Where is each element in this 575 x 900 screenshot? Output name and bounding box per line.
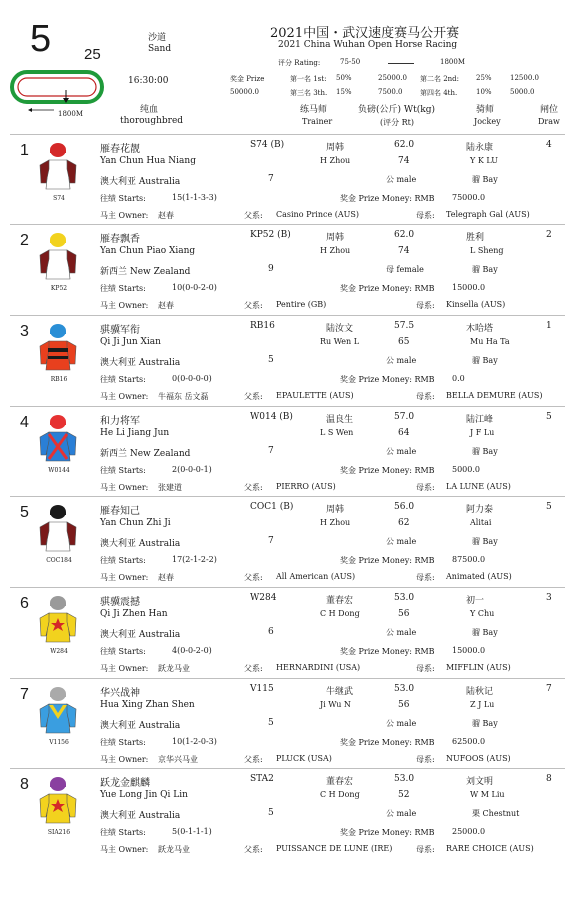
- horse-name-en: He Li Jiang Jun: [100, 428, 170, 438]
- sire-name: EPAULETTE (AUS): [276, 391, 354, 400]
- surface-cn: 沙道: [148, 33, 167, 43]
- dam-name: LA LUNE (AUS): [446, 482, 511, 491]
- horse-owner: 跃龙马业: [158, 845, 190, 854]
- prize-money: 87500.0: [452, 555, 486, 564]
- place-2-pct: 25%: [476, 74, 492, 82]
- col-jockey-en: Jockey: [474, 117, 501, 126]
- place-3-pct: 15%: [336, 88, 352, 96]
- horse-owner: 赵春: [158, 211, 174, 220]
- horse-starts: 0(0-0-0-0): [172, 374, 212, 383]
- prize-money: 25000.0: [452, 827, 486, 836]
- entry-number: 3: [20, 323, 29, 340]
- horse-country: 澳大利亚 Australia: [100, 811, 181, 821]
- draw: 5: [546, 412, 552, 422]
- jockey-en: Y Chu: [470, 609, 495, 618]
- horse-entry: [0, 591, 575, 681]
- horse-entry: [0, 682, 575, 772]
- prize-money-label: 奖金 Prize Money: RMB: [340, 647, 435, 656]
- horse-name-en: Yan Chun Zhi Ji: [100, 518, 171, 528]
- entry-number: 6: [20, 595, 29, 612]
- horse-entry: [0, 500, 575, 590]
- jockey-cn: 陆秋记: [466, 687, 494, 697]
- sire-name: Pentire (GB): [276, 300, 327, 309]
- trainer-en: H Zhou: [320, 156, 351, 165]
- prize-money: 15000.0: [452, 646, 486, 655]
- trainer-en: Ru Wen L: [320, 337, 360, 346]
- track-distance-label: 1800M: [58, 110, 83, 118]
- jockey-silks-icon: [38, 231, 78, 283]
- weight: 53.0: [394, 774, 415, 784]
- jockey-silks-icon: [38, 141, 78, 193]
- horse-code: S74: [53, 195, 65, 202]
- jockey-en: Alitai: [470, 518, 492, 527]
- owner-label: 马主 Owner:: [100, 483, 149, 492]
- horse-country: 新西兰 New Zealand: [100, 267, 191, 277]
- horse-code: RB16: [50, 376, 68, 383]
- horse-code: W0144: [48, 467, 70, 474]
- horse-age: 7: [268, 174, 274, 184]
- horse-owner: 牛福东 岳文磊: [158, 392, 209, 401]
- dam-label: 母系:: [416, 211, 435, 220]
- trainer-cn: 周韩: [326, 233, 345, 243]
- prize-money: 62500.0: [452, 737, 486, 746]
- race-sub-number: 25: [84, 46, 101, 63]
- entry-separator: [10, 224, 565, 225]
- horse-name-en: Yan Chun Piao Xiang: [100, 246, 196, 256]
- sire-name: All American (AUS): [276, 572, 356, 581]
- owner-label: 马主 Owner:: [100, 573, 149, 582]
- trainer-cn: 温良生: [326, 415, 354, 425]
- horse-owner: 张建道: [158, 483, 182, 492]
- jockey-cn: 初一: [466, 596, 485, 606]
- starts-label: 往绩 Starts:: [100, 828, 146, 837]
- race-title-en: 2021 China Wuhan Open Horse Racing: [278, 40, 458, 50]
- place-4-pct: 10%: [476, 88, 492, 96]
- place-1-label: 第一名 1st:: [290, 75, 327, 83]
- dam-label: 母系:: [416, 664, 435, 673]
- place-1-pct: 50%: [336, 74, 352, 82]
- prize-money-label: 奖金 Prize Money: RMB: [340, 375, 435, 384]
- horse-name-en: Hua Xing Zhan Shen: [100, 700, 195, 710]
- prize-total: 50000.0: [230, 88, 259, 96]
- rating: 64: [398, 428, 410, 438]
- jockey-en: Y K LU: [470, 156, 498, 165]
- horse-starts: 10(1-2-0-3): [172, 737, 217, 746]
- horse-owner: 赵春: [158, 301, 174, 310]
- horse-code: SIA216: [47, 829, 71, 836]
- weight: 62.0: [394, 230, 415, 240]
- horse-starts: 10(0-0-2-0): [172, 283, 217, 292]
- horse-sex: 公 male: [386, 537, 417, 546]
- horse-sex: 公 male: [386, 175, 417, 184]
- jockey-silks-icon: [38, 503, 78, 555]
- weight: 53.0: [394, 593, 415, 603]
- horse-owner: 跃龙马业: [158, 664, 190, 673]
- horse-country: 澳大利亚 Australia: [100, 721, 181, 731]
- dam-name: NUFOOS (AUS): [446, 754, 511, 763]
- horse-color: 骝 Bay: [472, 447, 498, 456]
- entry-number: 4: [20, 414, 29, 431]
- dam-name: RARE CHOICE (AUS): [446, 844, 534, 853]
- dam-name: Telegraph Gal (AUS): [446, 210, 530, 219]
- horse-entry: [0, 228, 575, 318]
- horse-owner: 京华兴马业: [158, 755, 198, 764]
- trainer-en: C H Dong: [320, 609, 360, 618]
- rating: 65: [398, 337, 410, 347]
- horse-country: 澳大利亚 Australia: [100, 358, 181, 368]
- trainer-cn: 周韩: [326, 143, 345, 153]
- rating-label: 评分 Rating:: [278, 59, 321, 67]
- horse-entry: [0, 772, 575, 862]
- horse-reg: W284: [250, 593, 277, 603]
- horse-reg: V115: [250, 684, 274, 694]
- dam-label: 母系:: [416, 845, 435, 854]
- weight: 57.0: [394, 412, 415, 422]
- col-weight-cn: 负磅(公斤) Wt(kg): [358, 105, 435, 115]
- starts-label: 往绩 Starts:: [100, 284, 146, 293]
- horse-code: W284: [50, 648, 68, 655]
- rating: 62: [398, 518, 410, 528]
- horse-color: 骝 Bay: [472, 537, 498, 546]
- race-number: 5: [30, 18, 52, 60]
- horse-name-cn: 和力将军: [100, 416, 140, 427]
- place-3-label: 第三名 3th.: [290, 89, 328, 97]
- horse-reg: RB16: [250, 321, 275, 331]
- rating: 74: [398, 156, 410, 166]
- jockey-cn: 木哈塔: [466, 324, 494, 334]
- sire-name: HERNARDINI (USA): [276, 663, 361, 672]
- sire-label: 父系:: [244, 483, 263, 492]
- prize-money-label: 奖金 Prize Money: RMB: [340, 738, 435, 747]
- entry-number: 5: [20, 504, 29, 521]
- prize-money-label: 奖金 Prize Money: RMB: [340, 466, 435, 475]
- place-4-amount: 5000.0: [510, 88, 535, 96]
- starts-label: 往绩 Starts:: [100, 375, 146, 384]
- horse-sex: 公 male: [386, 809, 417, 818]
- surface-en: Sand: [148, 44, 172, 54]
- rating-range: 75-50: [340, 58, 361, 66]
- starts-label: 往绩 Starts:: [100, 738, 146, 747]
- trainer-en: C H Dong: [320, 790, 360, 799]
- jockey-silks-icon: [38, 775, 78, 827]
- draw: 3: [546, 593, 552, 603]
- place-1-amount: 25000.0: [378, 74, 407, 82]
- dam-label: 母系:: [416, 301, 435, 310]
- place-2-label: 第二名 2nd:: [420, 75, 460, 83]
- starts-label: 往绩 Starts:: [100, 647, 146, 656]
- horse-country: 澳大利亚 Australia: [100, 539, 181, 549]
- horse-code: KP52: [50, 285, 68, 292]
- owner-label: 马主 Owner:: [100, 392, 149, 401]
- horse-starts: 15(1-1-3-3): [172, 193, 217, 202]
- horse-name-cn: 雁春知己: [100, 506, 140, 517]
- sire-label: 父系:: [244, 573, 263, 582]
- horse-name-en: Qi Ji Zhen Han: [100, 609, 168, 619]
- sire-label: 父系:: [244, 664, 263, 673]
- sire-name: PUISSANCE DE LUNE (IRE): [276, 844, 393, 853]
- col-draw-en: Draw: [538, 117, 560, 126]
- jockey-en: Mu Ha Ta: [470, 337, 510, 346]
- draw: 2: [546, 230, 552, 240]
- horse-color: 骝 Bay: [472, 265, 498, 274]
- horse-age: 7: [268, 446, 274, 456]
- trainer-en: Ji Wu N: [320, 700, 351, 709]
- horse-reg: KP52 (B): [250, 230, 291, 240]
- prize-label: 奖金 Prize: [230, 75, 265, 83]
- prize-money: 75000.0: [452, 193, 486, 202]
- dam-name: Animated (AUS): [446, 572, 512, 581]
- horse-entry: [0, 410, 575, 500]
- sire-label: 父系:: [244, 211, 263, 220]
- jockey-cn: 陆永康: [466, 143, 494, 153]
- horse-name-en: Yue Long Jin Qi Lin: [100, 790, 188, 800]
- horse-starts: 5(0-1-1-1): [172, 827, 212, 836]
- col-jockey-cn: 骑师: [476, 105, 495, 115]
- prize-money: 15000.0: [452, 283, 486, 292]
- jockey-cn: 胜利: [466, 233, 485, 243]
- place-4-label: 第四名 4th.: [420, 89, 458, 97]
- starts-label: 往绩 Starts:: [100, 466, 146, 475]
- owner-label: 马主 Owner:: [100, 845, 149, 854]
- entry-separator: [10, 678, 565, 679]
- entry-number: 8: [20, 776, 29, 793]
- draw: 5: [546, 502, 552, 512]
- col-weight-en: (评分 Rt): [380, 118, 415, 127]
- horse-name-cn: 骐骥震撼: [100, 597, 140, 608]
- horse-code: V1156: [49, 739, 69, 746]
- entry-separator: [10, 587, 565, 588]
- starts-label: 往绩 Starts:: [100, 194, 146, 203]
- entry-separator: [10, 768, 565, 769]
- horse-reg: W014 (B): [250, 412, 293, 422]
- weight: 57.5: [394, 321, 415, 331]
- dam-label: 母系:: [416, 483, 435, 492]
- owner-label: 马主 Owner:: [100, 211, 149, 220]
- entry-separator: [10, 496, 565, 497]
- sire-label: 父系:: [244, 755, 263, 764]
- horse-age: 6: [268, 627, 274, 637]
- jockey-cn: 阿力泰: [466, 505, 494, 515]
- trainer-cn: 董春宏: [326, 596, 354, 606]
- horse-reg: STA2: [250, 774, 274, 784]
- horse-country: 澳大利亚 Australia: [100, 630, 181, 640]
- sire-name: PIERRO (AUS): [276, 482, 336, 491]
- jockey-silks-icon: [38, 594, 78, 646]
- col-trainer-en: Trainer: [302, 117, 333, 126]
- trainer-en: H Zhou: [320, 518, 351, 527]
- horse-name-cn: 华兴战神: [100, 688, 140, 699]
- horse-code: COC184: [46, 557, 72, 564]
- owner-label: 马主 Owner:: [100, 301, 149, 310]
- jockey-silks-icon: [38, 413, 78, 465]
- horse-starts: 4(0-0-2-0): [172, 646, 212, 655]
- horse-color: 骝 Bay: [472, 628, 498, 637]
- horse-name-en: Yan Chun Hua Niang: [100, 156, 196, 166]
- dam-label: 母系:: [416, 392, 435, 401]
- horse-age: 9: [268, 264, 274, 274]
- entry-number: 2: [20, 232, 29, 249]
- horse-age: 7: [268, 536, 274, 546]
- dam-name: Kinsella (AUS): [446, 300, 506, 309]
- horse-color: 骝 Bay: [472, 175, 498, 184]
- horse-name-cn: 骐骥军衔: [100, 325, 140, 336]
- entry-number: 7: [20, 686, 29, 703]
- horse-sex: 公 male: [386, 356, 417, 365]
- jockey-en: L Sheng: [470, 246, 504, 255]
- entry-separator: [10, 406, 565, 407]
- sire-name: PLUCK (USA): [276, 754, 332, 763]
- horse-sex: 公 male: [386, 719, 417, 728]
- horse-sex: 公 male: [386, 447, 417, 456]
- draw: 8: [546, 774, 552, 784]
- trainer-en: H Zhou: [320, 246, 351, 255]
- jockey-silks-icon: [38, 322, 78, 374]
- track-diagram: [10, 70, 106, 114]
- horse-entry: [0, 138, 575, 228]
- rating: 74: [398, 246, 410, 256]
- horse-reg: COC1 (B): [250, 502, 294, 512]
- horse-age: 5: [268, 808, 274, 818]
- horse-reg: S74 (B): [250, 140, 285, 150]
- race-distance: 1800M: [440, 58, 465, 66]
- jockey-en: Z J Lu: [470, 700, 495, 709]
- horse-owner: 赵春: [158, 573, 174, 582]
- rating: 52: [398, 790, 410, 800]
- jockey-cn: 陆江峰: [466, 415, 494, 425]
- place-3-amount: 7500.0: [378, 88, 403, 96]
- horse-color: 骝 Bay: [472, 719, 498, 728]
- draw: 4: [546, 140, 552, 150]
- horse-country: 新西兰 New Zealand: [100, 449, 191, 459]
- horse-age: 5: [268, 718, 274, 728]
- prize-money-label: 奖金 Prize Money: RMB: [340, 556, 435, 565]
- trainer-cn: 周韩: [326, 505, 345, 515]
- prize-money-label: 奖金 Prize Money: RMB: [340, 194, 435, 203]
- trainer-cn: 牛继武: [326, 687, 354, 697]
- weight: 53.0: [394, 684, 415, 694]
- horse-sex: 母 female: [386, 265, 424, 274]
- entry-number: 1: [20, 142, 29, 159]
- prize-money-label: 奖金 Prize Money: RMB: [340, 828, 435, 837]
- entry-separator: [10, 315, 565, 316]
- horse-color: 骝 Bay: [472, 356, 498, 365]
- draw: 1: [546, 321, 552, 331]
- sire-name: Casino Prince (AUS): [276, 210, 359, 219]
- horse-age: 5: [268, 355, 274, 365]
- starts-label: 往绩 Starts:: [100, 556, 146, 565]
- sire-label: 父系:: [244, 392, 263, 401]
- horse-country: 澳大利亚 Australia: [100, 177, 181, 187]
- dam-label: 母系:: [416, 755, 435, 764]
- col-draw-cn: 闸位: [540, 105, 559, 115]
- jockey-en: W M Liu: [470, 790, 505, 799]
- jockey-en: J F Lu: [470, 428, 495, 437]
- horse-color: 栗 Chestnut: [472, 809, 520, 818]
- horse-starts: 2(0-0-0-1): [172, 465, 212, 474]
- race-title-cn: 2021中国・武汉速度赛马公开赛: [270, 26, 460, 41]
- prize-money: 0.0: [452, 374, 465, 383]
- weight: 56.0: [394, 502, 415, 512]
- jockey-cn: 刘文明: [466, 777, 494, 787]
- prize-money: 5000.0: [452, 465, 480, 474]
- draw: 7: [546, 684, 552, 694]
- rating: 56: [398, 609, 410, 619]
- horse-name-cn: 雁春飘香: [100, 234, 140, 245]
- horse-name-cn: 雁春花靓: [100, 144, 140, 155]
- weight: 62.0: [394, 140, 415, 150]
- trainer-cn: 陆汝文: [326, 324, 354, 334]
- place-2-amount: 12500.0: [510, 74, 539, 82]
- trainer-cn: 董春宏: [326, 777, 354, 787]
- distance-line: [388, 63, 414, 64]
- trainer-en: L S Wen: [320, 428, 354, 437]
- horse-starts: 17(2-1-2-2): [172, 555, 217, 564]
- sire-label: 父系:: [244, 845, 263, 854]
- dam-name: MIFFLIN (AUS): [446, 663, 511, 672]
- horse-name-en: Qi Ji Jun Xian: [100, 337, 161, 347]
- rating: 56: [398, 700, 410, 710]
- horse-name-cn: 跃龙金麒麟: [100, 778, 150, 789]
- horse-entry: [0, 319, 575, 409]
- jockey-silks-icon: [38, 685, 78, 737]
- owner-label: 马主 Owner:: [100, 664, 149, 673]
- entry-separator: [10, 134, 565, 135]
- breed-cn: 纯血: [140, 105, 159, 115]
- dam-name: BELLA DEMURE (AUS): [446, 391, 543, 400]
- breed-en: thoroughbred: [120, 116, 184, 126]
- sire-label: 父系:: [244, 301, 263, 310]
- dam-label: 母系:: [416, 573, 435, 582]
- owner-label: 马主 Owner:: [100, 755, 149, 764]
- col-trainer-cn: 练马师: [300, 105, 328, 115]
- prize-money-label: 奖金 Prize Money: RMB: [340, 284, 435, 293]
- race-time: 16:30:00: [128, 76, 169, 86]
- horse-sex: 公 male: [386, 628, 417, 637]
